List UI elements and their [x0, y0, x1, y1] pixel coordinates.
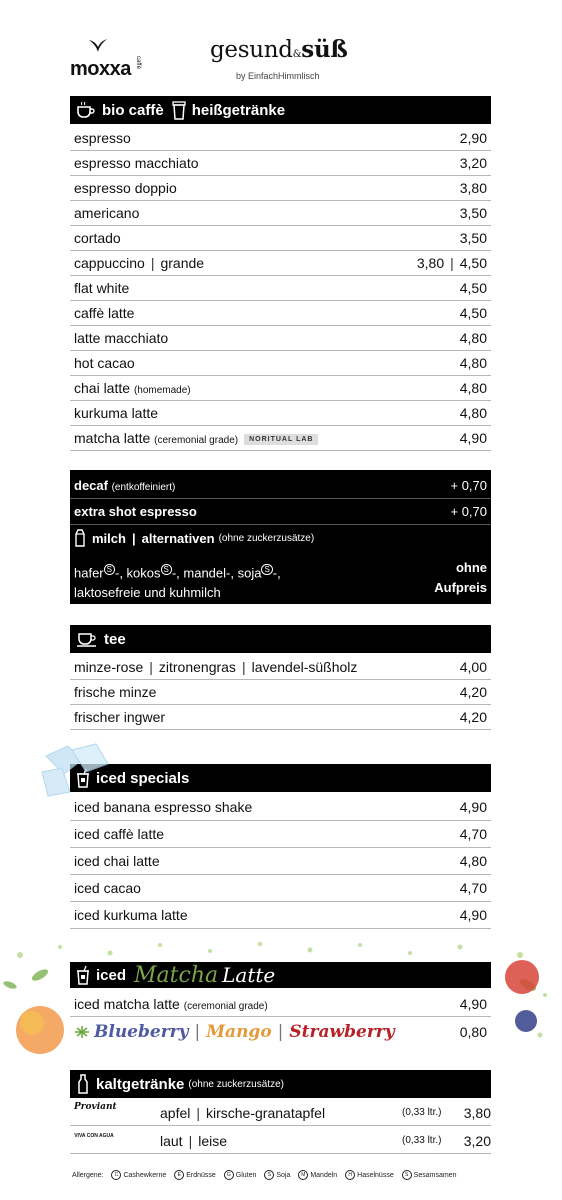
- menu-row: [70, 276, 491, 301]
- menu-row: [70, 351, 491, 376]
- item-price: 3,50: [459, 230, 487, 246]
- iced-cup-icon: [76, 965, 90, 985]
- menu-row: [70, 326, 491, 351]
- menu-row: [70, 680, 491, 705]
- item-name: iced matcha latte (ceremonial grade): [74, 996, 268, 1012]
- menu-row: [70, 301, 491, 326]
- item-price: 4,90: [459, 907, 487, 923]
- item-price: 3,80: [459, 180, 487, 196]
- item-name: frischer ingwer: [74, 709, 166, 725]
- matcha-flavors: Blueberry | Mango | Strawberry 0,80: [70, 1019, 491, 1045]
- brand-byline: by EinfachHimmlisch: [236, 71, 320, 81]
- flavor-blueberry: Blueberry: [94, 1022, 189, 1042]
- item-name: espresso: [74, 130, 131, 146]
- milk-price: ohne Aufpreis: [434, 560, 487, 595]
- matcha-wordmark: Matcha: [134, 962, 219, 988]
- flavor-mango: Mango: [206, 1022, 272, 1042]
- menu-row: [70, 655, 491, 680]
- item-price: 4,20: [459, 709, 487, 725]
- item-price: 4,80: [459, 853, 487, 869]
- item-price: 4,90: [459, 430, 487, 446]
- item-price: 4,70: [459, 880, 487, 896]
- item-name: espresso doppio: [74, 180, 177, 196]
- tea-cup-icon: [76, 631, 98, 647]
- item-name: laut | leise: [160, 1133, 228, 1149]
- bottle-icon: [76, 1074, 90, 1094]
- item-size: (0,33 ltr.): [402, 1135, 442, 1146]
- menu-row: [70, 794, 491, 821]
- menu-row: [70, 401, 491, 426]
- item-name: latte macchiato: [74, 330, 169, 346]
- ice-cubes-image: [38, 738, 116, 800]
- item-name: iced chai latte: [74, 853, 160, 869]
- item-name: minze-rose | zitronengras | lavendel-süßholz: [74, 659, 358, 675]
- menu-row: [70, 376, 491, 401]
- menu-row: [70, 875, 491, 902]
- item-name: frische minze: [74, 684, 157, 700]
- item-price: 3,50: [459, 205, 487, 221]
- menu-row: [70, 848, 491, 875]
- allergen-legend: Allergene: C Cashewkerne E Erdnüsse G Gluten S Soja M Mandeln H Haselnüsse S Sesamsamen: [72, 1171, 457, 1179]
- menu-row: [70, 251, 491, 276]
- item-name: espresso macchiato: [74, 155, 199, 171]
- menu-row: [70, 1100, 491, 1126]
- menu-row: [70, 992, 491, 1017]
- item-name: apfel | kirsche-granatapfel: [160, 1105, 326, 1121]
- tea-section-header: tee: [70, 625, 491, 653]
- matcha-section-header: iced Matcha Latte: [70, 962, 491, 988]
- menu-row: [70, 821, 491, 848]
- item-price: 4,00: [459, 659, 487, 675]
- item-name: iced caffè latte: [74, 826, 165, 842]
- viva-con-agua-logo: VIVA CON AGUA: [74, 1133, 114, 1139]
- latte-wordmark: Latte: [222, 963, 276, 987]
- flavor-strawberry: Strawberry: [289, 1022, 395, 1042]
- coffee-cup-icon: [76, 101, 96, 119]
- item-price: 3,20: [463, 1133, 491, 1149]
- menu-row: [70, 705, 491, 730]
- item-name: chai latte (homemade): [74, 380, 191, 396]
- extras-box: [70, 470, 491, 604]
- item-price: 2,90: [459, 130, 487, 146]
- decaf-price: + 0,70: [450, 478, 487, 493]
- flavor-price: 0,80: [459, 1024, 487, 1040]
- menu-row: [70, 1128, 491, 1154]
- proviant-logo: Proviant: [74, 1102, 117, 1112]
- item-price: 3,80: [463, 1105, 491, 1121]
- coffee-section-header: bio caffè heißgetränke: [70, 96, 491, 124]
- milk-options: hafer $^S$ -, kokos $^S$ -, mandel-, soja $^S$ -, laktosefreie und kuhmilch: [74, 565, 281, 601]
- item-name: caffè latte: [74, 305, 135, 321]
- item-name: matcha latte (ceremonial grade) NORITUAL LAB: [74, 430, 318, 446]
- logo-sub: caffè: [135, 56, 141, 69]
- item-price: 3,20: [459, 155, 487, 171]
- swallow-icon: [88, 38, 108, 56]
- menu-row: [70, 426, 491, 451]
- item-price: 4,90: [459, 996, 487, 1012]
- takeaway-cup-icon: [172, 100, 186, 120]
- menu-row: [70, 902, 491, 929]
- menu-row: [70, 201, 491, 226]
- menu-row: [70, 226, 491, 251]
- item-price: 4,50: [459, 305, 487, 321]
- item-name: iced banana espresso shake: [74, 799, 253, 815]
- decaf-label: decaf (entkoffeiniert): [74, 478, 176, 493]
- item-name: hot cacao: [74, 355, 135, 371]
- item-price: 4,80: [459, 405, 487, 421]
- item-price: 3,80 | 4,50: [416, 255, 487, 271]
- item-price: 4,70: [459, 826, 487, 842]
- menu-row: [70, 151, 491, 176]
- item-price: 4,50: [459, 280, 487, 296]
- noritual-lab-badge: NORITUAL LAB: [244, 434, 318, 445]
- item-name: iced cacao: [74, 880, 141, 896]
- item-name: kurkuma latte: [74, 405, 159, 421]
- cold-section-header: kaltgetränke (ohne zuckerzusätze): [70, 1070, 491, 1098]
- brand-title: gesund&süß: [210, 36, 348, 63]
- item-name: flat white: [74, 280, 130, 296]
- menu-row: [70, 176, 491, 201]
- item-name: cortado: [74, 230, 121, 246]
- moxxa-logo: moxxa: [70, 58, 131, 80]
- leaf-icon: [74, 1025, 90, 1039]
- milk-carton-icon: [74, 529, 86, 547]
- item-name: cappuccino | grande: [74, 255, 205, 271]
- item-price: 4,80: [459, 330, 487, 346]
- item-price: 4,80: [459, 355, 487, 371]
- extra-shot-label: extra shot espresso: [74, 504, 197, 519]
- extra-shot-price: + 0,70: [450, 504, 487, 519]
- item-price: 4,90: [459, 799, 487, 815]
- item-name: americano: [74, 205, 140, 221]
- iced-section-header: iced specials: [70, 764, 491, 792]
- item-price: 4,20: [459, 684, 487, 700]
- menu-row: [70, 126, 491, 151]
- milk-header: milch | alternativen (ohne zuckerzusätze): [74, 529, 314, 547]
- item-price: 4,80: [459, 380, 487, 396]
- item-size: (0,33 ltr.): [402, 1107, 442, 1118]
- item-name: iced kurkuma latte: [74, 907, 188, 923]
